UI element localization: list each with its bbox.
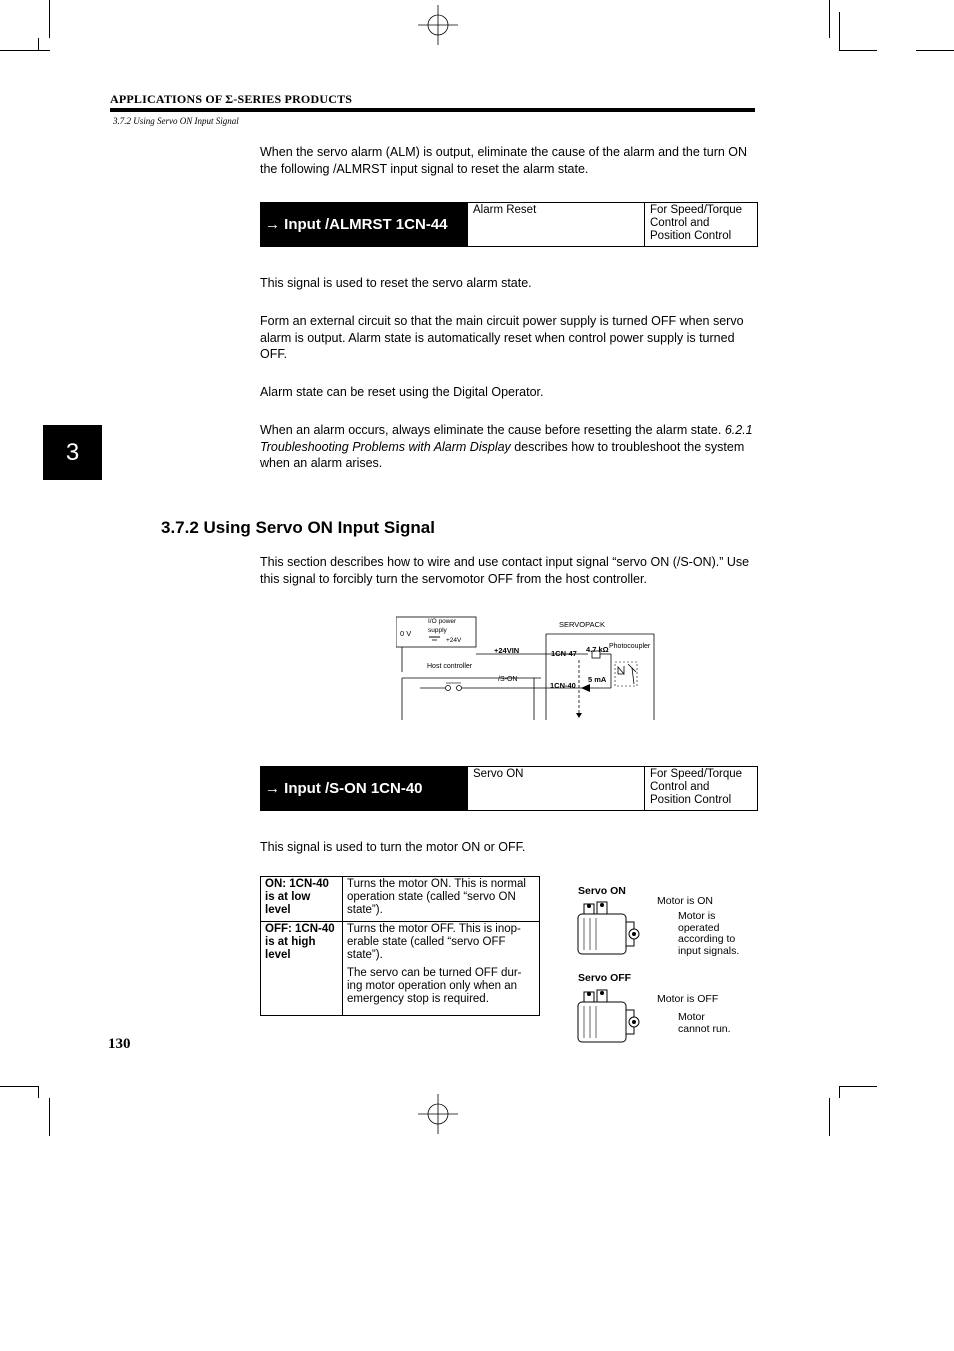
- label-io-supply: supply: [428, 627, 447, 634]
- cross-reference-link[interactable]: 6.2.1 Troubleshooting Problems with Alarm Display: [260, 423, 753, 454]
- label-1cn47: 1CN-47: [551, 649, 577, 658]
- son-paragraph: This signal is used to turn the motor ON or OFF.: [260, 840, 526, 854]
- table-cell-desc: Turns the motor ON. This is normal operation state (called “servo ON state”).: [343, 877, 540, 922]
- servo-on-label: Servo ON: [578, 885, 626, 897]
- running-header: APPLICATIONS OF Σ-SERIES PRODUCTS: [110, 92, 353, 106]
- header-rule: [110, 108, 755, 112]
- signal-label: → Input /ALMRST 1CN-44: [261, 203, 468, 246]
- paragraph: Alarm state can be reset using the Digital Operator.: [260, 385, 544, 399]
- label-0v: 0 V: [400, 629, 412, 638]
- label-son: /S-ON: [498, 676, 518, 683]
- signal-box-son: [260, 766, 758, 811]
- signal-mode: For Speed/Torque Control and Position Control: [650, 768, 743, 806]
- on-off-table: [260, 876, 540, 1016]
- servomotor-icon: [570, 988, 642, 1048]
- paragraph: This signal is used to reset the servo alarm state.: [260, 276, 532, 290]
- paragraph: Form an external circuit so that the main circuit power supply is turned OFF when servo alarm is output. Alarm state is automatically reset when control power supply is turned OFF.: [260, 314, 744, 361]
- table-cell-key: OFF: 1CN-40 is at high level: [261, 922, 343, 1016]
- signal-name: Alarm Reset: [468, 203, 645, 246]
- label-1cn40: 1CN-40: [550, 681, 576, 690]
- label-io-power: I/O power: [428, 618, 457, 625]
- label-24vin: +24VIN: [494, 646, 520, 655]
- servomotor-icon: [570, 900, 642, 960]
- section-title: 3.7.2 Using Servo ON Input Signal: [161, 518, 435, 537]
- circuit-diagram: [396, 612, 660, 722]
- signal-box-almrst: [260, 202, 758, 247]
- label-host-controller: Host controller: [427, 663, 473, 670]
- servo-off-label: Servo OFF: [578, 972, 632, 984]
- motor-on-label: Motor is ON: [657, 895, 714, 907]
- table-row: [261, 922, 540, 1016]
- intro-paragraph: When the servo alarm (ALM) is output, eliminate the cause of the alarm and the turn ON the following /ALMRST input signal to reset the alarm state.: [260, 145, 748, 176]
- page-number: 130: [108, 1036, 131, 1052]
- chapter-tab: 3: [43, 425, 102, 480]
- table-cell-desc: Turns the motor OFF. This is inop-erable state (called “servo OFF state”). The servo can be turned OFF dur-ing motor operation only when an emergency stop is required.: [343, 922, 540, 1016]
- alarm-note-paragraph: When an alarm occurs, always eliminate the cause before resetting the alarm state. 6.2.1 Troubleshooting Problems with Alarm Display describes how to troubleshoot the system when an alarm arises.: [260, 423, 753, 470]
- table-cell-key: ON: 1CN-40 is at low level: [261, 877, 343, 922]
- registration-mark-icon: [418, 5, 458, 45]
- motor-off-description: Motor cannot run.: [678, 1011, 731, 1035]
- label-resistor: 4.7 kΩ: [586, 645, 609, 654]
- breadcrumb: 3.7.2 Using Servo ON Input Signal: [113, 116, 239, 126]
- signal-mode: For Speed/Torque Control and Position Control: [650, 204, 743, 242]
- table-row: [261, 877, 540, 922]
- registration-mark-icon: [418, 1094, 458, 1134]
- label-photocoupler: Photocoupler: [609, 643, 651, 650]
- signal-label: → Input /S-ON 1CN-40: [261, 767, 468, 810]
- section-intro: This section describes how to wire and use contact input signal “servo ON (/S-ON).” Use this signal to forcibly turn the servomotor OFF from the host controller.: [260, 555, 750, 586]
- label-servopack: SERVOPACK: [559, 620, 605, 629]
- signal-name: Servo ON: [468, 767, 645, 810]
- label-plus24v: +24V: [446, 637, 462, 644]
- label-current: 5 mA: [588, 675, 607, 684]
- motor-on-description: Motor is operated according to input signals.: [678, 910, 740, 957]
- motor-off-label: Motor is OFF: [657, 993, 719, 1005]
